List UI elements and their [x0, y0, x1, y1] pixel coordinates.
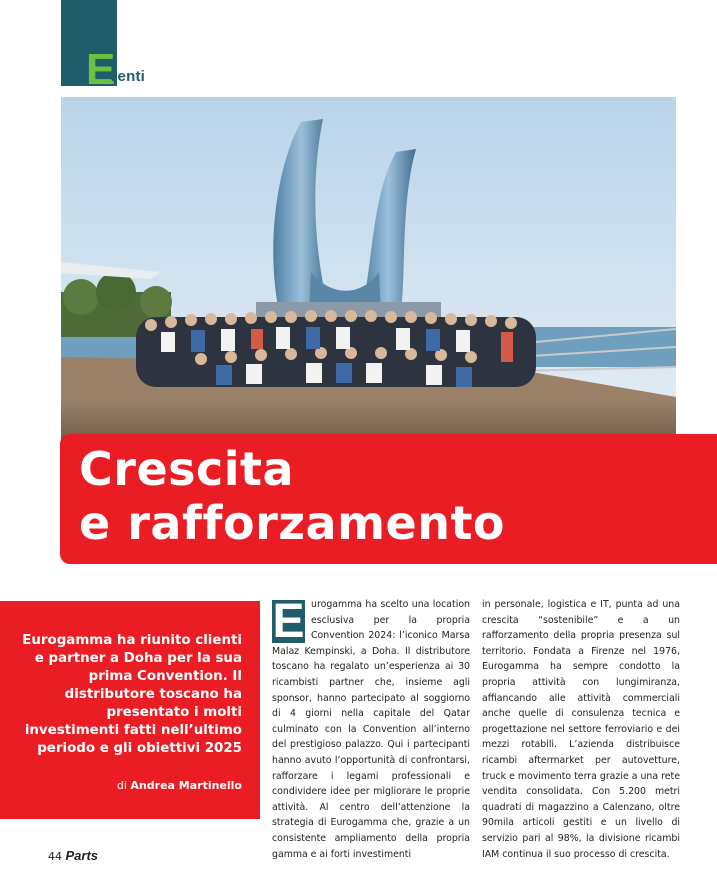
article-column-2: in personale, logistica e IT, punta ad una crescita “sostenibile” e a un rafforzamento della propria presenza sul territorio. Fondata a Firenze nel 1976, Eurogamma ha sempre condotto la propria attività con lungimiranza, affiancando alle attività commerciali anche quelle di consulenza tecnica e progettazione nel settore ferroviario e dei mezzi rotabili. L’azienda distribuisce ricambi aftermarket per autovetture, truck e movimento terra grazie a una rete vendita consolidata. Con 5.200 metri quadrati di magazzino a Calenzano, oltre 90mila articoli gestiti e un livello di servizio pari al 98%, la divisione ricambi IAM continua il suo processo di crescita.: [482, 599, 680, 860]
article-column-1: [272, 597, 470, 862]
group-photo: [61, 97, 676, 447]
group-photo-illustration: [61, 97, 676, 447]
byline-prefix: di: [116, 779, 131, 792]
byline-author: Andrea Martinello: [130, 779, 242, 792]
section-initial: E: [86, 45, 116, 94]
article-column-1-text: urogamma ha scelto una location esclusiva per la propria Convention 2024: l’iconico Marsa Malaz Kempinski, a Doha. Il distributore toscano ha regalato un’esperienza ai 30 ricambisti partner che, insieme agli sponsor, hanno partecipato al soggiorno di 4 giorni nella capitale del Qatar culminato con la Convention all’interno del prestigioso palazzo. Qui i partecipanti hanno avuto l’opportunità di confrontarsi, rafforzare i legami professionali e condividere idee per migliorare le proprie attività. Al centro dell’attenzione la strategia di Eurogamma che, grazie a un consistente ampliamento della propria gamma e ai forti investimenti: [272, 599, 470, 860]
byline: [14, 779, 242, 792]
page-footer: [48, 848, 98, 863]
lead-paragraph: Eurogamma ha riunito clienti e partner a Doha per la sua prima Convention. Il distributore toscano ha presentato i molti investimenti fatti nell’ultimo periodo e gli obiettivi 2025: [22, 633, 242, 756]
page-number: 44: [48, 850, 62, 863]
magazine-name: Parts: [65, 848, 99, 863]
drop-cap: E: [272, 595, 305, 648]
section-label: venti: [109, 68, 146, 85]
headline-line-1: Crescita: [79, 442, 295, 496]
headline: [79, 442, 505, 550]
headline-line-2: e rafforzamento: [79, 496, 506, 550]
